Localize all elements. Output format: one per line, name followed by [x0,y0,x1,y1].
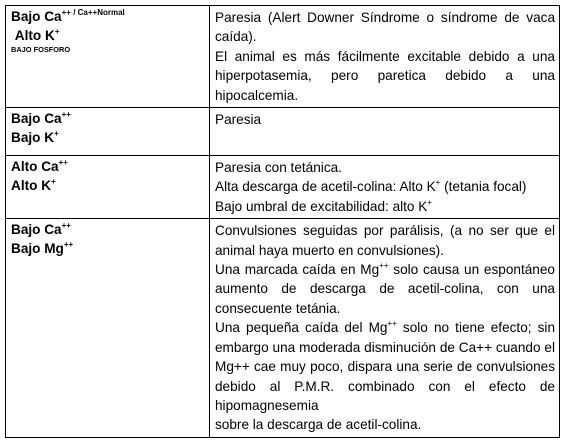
condition-note: BAJO FOSFORO [11,45,71,54]
condition-cell [6,6,210,108]
condition-text: Alto K [14,27,55,43]
condition-line [11,8,205,27]
condition-superscript: ++ [61,110,71,120]
condition-text: Alto Ca [11,159,59,175]
condition-text: Bajo Ca [11,222,62,238]
condition-line [11,110,205,129]
effect-paragraph: Bajo umbral de excitabilidad: alto K+ [215,197,433,214]
condition-superscript: + [54,26,60,36]
condition-line [11,177,205,196]
effect-cell [210,156,560,219]
condition-line [11,240,205,259]
effect-cell [210,108,560,156]
effect-paragraph: Una pequeña caída del Mg++ solo no tiene efecto; sin embargo una moderada disminución de Ca++ cuando el Mg++ cae muy poco, dispara una serie de convulsiones debido al P.M.R. combinado con el efecto de hipomagnesemia [215,319,556,413]
condition-line [11,158,205,177]
effect-paragraph: Paresia (Alert Downer Síndrome o síndrome de vaca caída). [215,10,555,45]
effect-paragraph: sobre la descarga de acetil-colina. [215,417,422,433]
table-row [6,219,560,437]
effect-paragraph: Convulsiones seguidas por parálisis, (a no ser que el animal haya muerto en convulsiones). [215,223,555,258]
condition-cell [6,108,210,156]
condition-line [11,27,205,46]
condition-superscript: ++ [63,239,74,249]
condition-text: Bajo Ca [11,9,62,24]
condition-text: Bajo Mg [11,240,64,256]
spacer [11,147,205,153]
effect-paragraph: Paresia con tetánica. [215,160,342,176]
condition-line [11,129,205,148]
effect-paragraph: Una marcada caída en Mg++ solo causa un espontáneo aumento de descarga de acetil-colina, con una consecuente tetánia. [215,261,555,316]
effect-paragraph: Alta descarga de acetil-colina: Alto K+ (tetania focal) [215,178,527,195]
table-row [6,6,560,108]
condition-superscript: ++ / Ca++Normal [61,8,125,17]
effect-cell [210,6,560,108]
effect-paragraph: El animal es más fácilmente excitable debido a una hiperpotasemia, pero paretica debido a una hipocalcemia. [215,48,555,103]
condition-superscript: + [51,176,56,186]
effect-paragraph: Paresia [215,112,262,128]
condition-superscript: ++ [61,221,71,231]
condition-text: Alto K [11,177,52,193]
condition-superscript: + [54,128,59,138]
condition-text: Bajo K [11,129,55,145]
effect-cell [210,219,560,437]
condition-text: Bajo Ca [11,111,62,127]
condition-line [11,221,205,240]
condition-cell [6,219,210,437]
condition-superscript: ++ [58,158,68,168]
table-row [6,156,560,219]
condition-cell [6,156,210,219]
table-row [6,108,560,156]
electrolyte-table [5,5,560,438]
